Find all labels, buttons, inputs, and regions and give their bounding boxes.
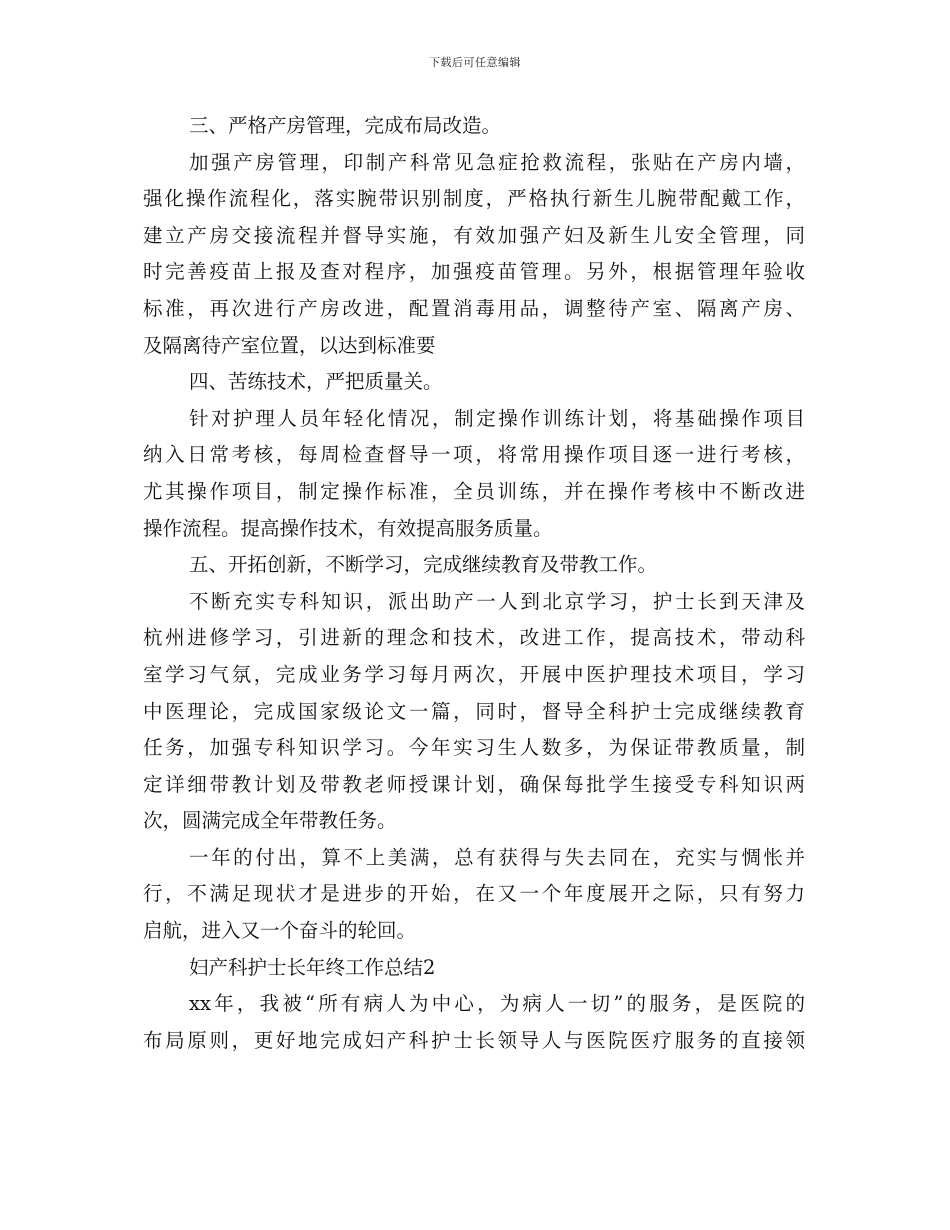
paragraph-line: 时完善疫苗上报及查对程序，加强疫苗管理。另外，根据管理年验收: [143, 260, 805, 284]
paragraph-line: 针对护理人员年轻化情况，制定操作训练计划，将基础操作项目: [189, 406, 805, 430]
paragraph-line: 加强产房管理，印制产科常见急症抢救流程，张贴在产房内墙，: [189, 150, 805, 174]
section-heading-4: 四、苦练技术，严把质量关。: [189, 370, 443, 394]
paragraph-line: 行，不满足现状才是进步的开始，在又一个年度展开之际，只有努力: [143, 882, 805, 906]
paragraph-line: 不断充实专科知识，派出助产一人到北京学习，护士长到天津及: [189, 589, 805, 613]
article-title: 妇产科护士长年终工作总结2: [189, 955, 436, 979]
paragraph-line: 强化操作流程化，落实腕带识别制度，严格执行新生儿腕带配戴工作，: [143, 187, 805, 211]
paragraph-line: 操作流程。提高操作技术，有效提高服务质量。: [143, 516, 553, 540]
paragraph-line: 定详细带教计划及带教老师授课计划，确保每批学生接受专科知识两: [143, 772, 805, 796]
paragraph-line: 启航，进入又一个奋斗的轮回。: [143, 919, 417, 943]
paragraph-line: 尤其操作项目，制定操作标准，全员训练，并在操作考核中不断改进: [143, 479, 805, 503]
paragraph-line: 次，圆满完成全年带教任务。: [143, 809, 397, 833]
paragraph-line: 任务，加强专科知识学习。今年实习生人数多，为保证带教质量，制: [143, 736, 805, 760]
paragraph-line: 建立产房交接流程并督导实施，有效加强产妇及新生儿安全管理，同: [143, 223, 805, 247]
section-heading-5: 五、开拓创新，不断学习，完成继续教育及带教工作。: [189, 553, 658, 577]
paragraph-line: 纳入日常考核，每周检查督导一项，将常用操作项目逐一进行考核，: [143, 443, 805, 467]
paragraph-line: 中医理论，完成国家级论文一篇，同时，督导全科护士完成继续教育: [143, 699, 805, 723]
paragraph-line: 一年的付出，算不上美满，总有获得与失去同在，充实与惆怅并: [189, 845, 805, 869]
document-body: [143, 108, 805, 1059]
paragraph-line: 室学习气氛，完成业务学习每月两次，开展中医护理技术项目，学习: [143, 662, 805, 686]
paragraph-line: 布局原则，更好地完成妇产科护士长领导人与医院医疗服务的直接领: [143, 1028, 805, 1052]
paragraph-line: 及隔离待产室位置，以达到标准要: [143, 333, 436, 357]
paragraph-line: xx年，我被“所有病人为中心，为病人一切”的服务，是医院的: [189, 992, 805, 1016]
section-heading-3: 三、严格产房管理，完成布局改造。: [189, 114, 502, 137]
paragraph-line: 标准，再次进行产房改进，配置消毒用品，调整待产室、隔离产房、: [143, 296, 805, 320]
paragraph-line: 杭州进修学习，引进新的理念和技术，改进工作，提高技术，带动科: [143, 626, 805, 650]
page-header: 下载后可任意编辑: [429, 56, 521, 69]
